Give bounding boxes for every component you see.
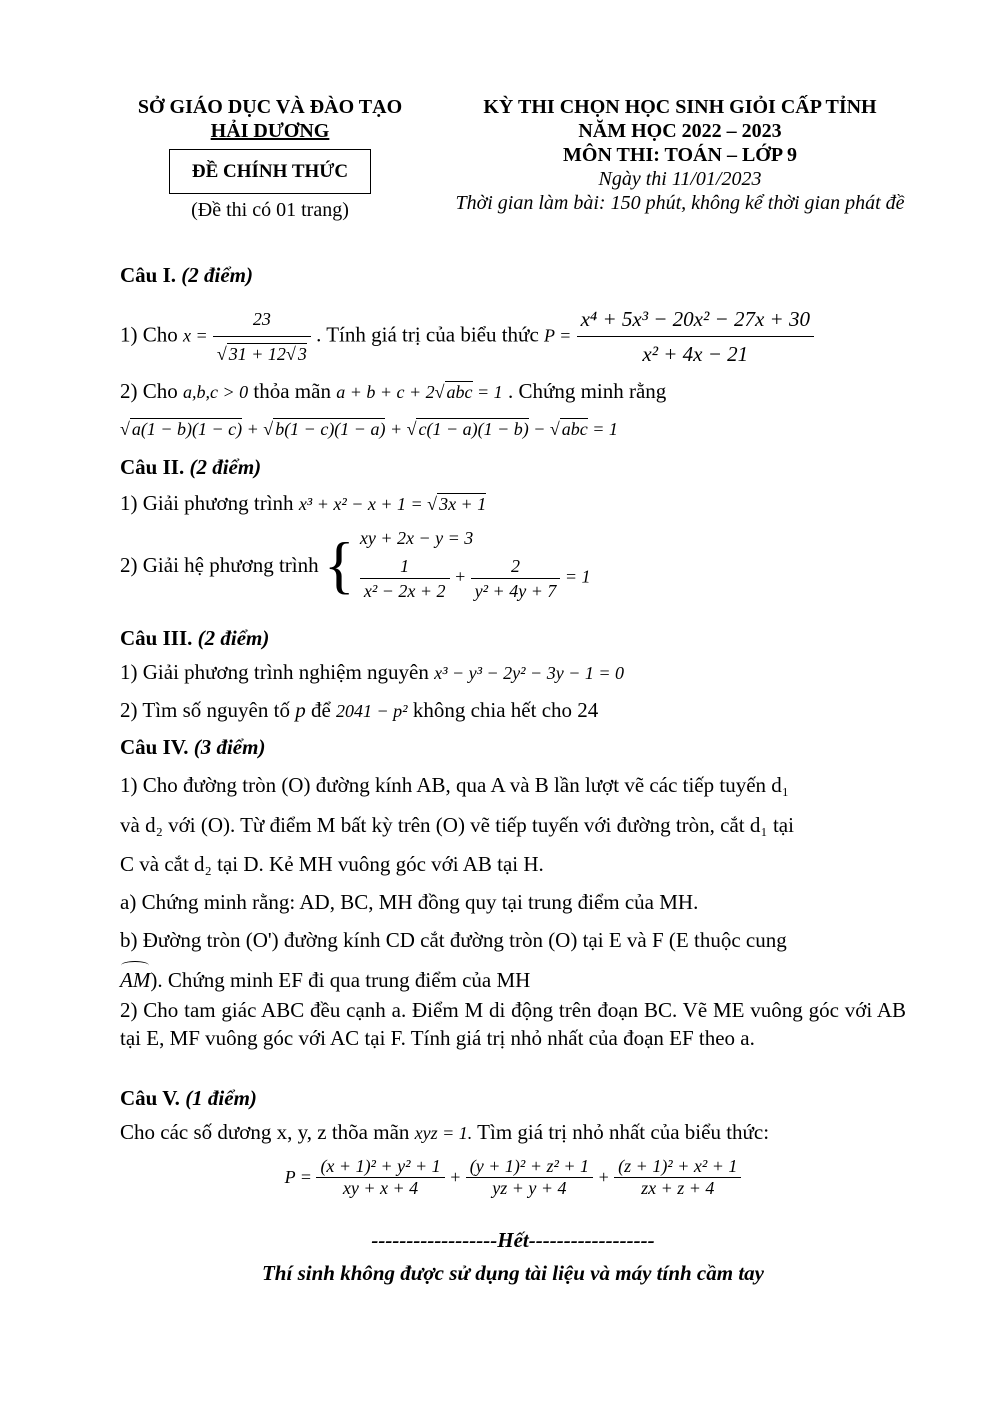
x-fraction: $\frac{23}{√ 31 + 12√ 3}$ [213, 302, 311, 371]
exam-title: KỲ THI CHỌN HỌC SINH GIỎI CẤP TỈNH [483, 96, 877, 118]
q2-heading: Câu II. (2 điểm) [120, 455, 262, 479]
header-right [440, 95, 920, 215]
province-name: HẢI DƯƠNG [210, 120, 330, 142]
exam-date: Ngày thi 11/01/2023 [598, 168, 762, 190]
q1-heading: Câu I. (2 điểm) [120, 263, 254, 287]
header [110, 95, 910, 230]
q4-line2: và d₂ với (O). Từ điểm M bất kỳ trên (O) vẽ tiếp tuyến với đường tròn, cắt d₁ tại [120, 813, 794, 837]
q4-line4: a) Chứng minh rằng: AD, BC, MH đồng quy tại trung điểm của MH. [120, 890, 699, 914]
P-fraction: $\frac{\text{x⁴ + 5x³ − 20x² − 27x + 30}}{\text{x² + 4x − 21}}$ [577, 302, 814, 371]
q4-line3: C và cắt d₂ tại D. Kẻ MH vuông góc với AB tại H. [120, 852, 544, 876]
q4-line5: b) Đường tròn (O') đường kính CD cắt đường tròn (O) tại E và F (E thuộc cung [120, 928, 787, 952]
footer-note: Thí sinh không được sử dụng tài liệu và máy tính cầm tay [261, 1261, 764, 1285]
q1-part2: 2) Cho a,b,c > 0 thỏa mãn a + b + c + 2√ abc = 1 . Chứng minh rằng [120, 379, 667, 403]
pages-note: (Đề thi có 01 trang) [191, 199, 349, 221]
q2-part1: 1) Giải phương trình x³ + x² − x + 1 = √ 3x + 1 [120, 491, 487, 515]
department-name: SỞ GIÁO DỤC VÀ ĐÀO TẠO [137, 96, 403, 118]
q5-intro: Cho các số dương x, y, z thõa mãn xyz = 1. Tìm giá trị nhỏ nhất của biểu thức: [120, 1120, 770, 1144]
end-marker: ------------------Hết------------------ [371, 1228, 655, 1252]
q5-heading: Câu V. (1 điểm) [120, 1086, 257, 1110]
q4-line6: AM). Chứng minh EF đi qua trung điểm của MH [120, 963, 530, 993]
x-lhs: x = [183, 325, 208, 346]
P-lhs: P = [544, 325, 572, 346]
q3-part2: 2) Tìm số nguyên tố p để 2041 − p² không chia hết cho 24 [120, 698, 599, 722]
subject: MÔN THI: TOÁN – LỚP 9 [563, 144, 797, 166]
school-year: NĂM HỌC 2022 – 2023 [578, 120, 782, 142]
q3-heading: Câu III. (2 điểm) [120, 626, 270, 650]
q1-part1: 1) Cho x = $\frac{23}{√ 31 + 12√ 3}$ . Tính giá trị của biểu thức P = $\frac{\text{x⁴ + 5x³ − 20x² − 27x + 30}}{\text{x² + 4x − 21}}$ [120, 302, 814, 371]
header-left [110, 95, 430, 222]
official-stamp-box: ĐỀ CHÍNH THỨC [169, 149, 371, 194]
q1-identity: √ a(1 − b)(1 − c) + √ b(1 − c)(1 − a) + √ c(1 − a)(1 − b) − √ abc = 1 [120, 419, 618, 439]
q4-heading: Câu IV. (3 điểm) [120, 735, 266, 759]
arc-am: AM [120, 963, 150, 993]
q3-part1: 1) Giải phương trình nghiệm nguyên x³ − y³ − 2y² − 3y − 1 = 0 [120, 660, 624, 684]
q5-expression: P = $\frac{\text{(x + 1)² + y² + 1}}{xy + x + 4}$ + $\frac{\text{(y + 1)² + z² + 1}}{yz + y + 4}$ + $\frac{\text{(z + 1)² + x² + 1}}{zx + z + 4}$ [120, 1156, 906, 1199]
equation-system: xy + 2x − y = 3 $\frac{1}{\text{x² − 2x + 2}}$ + $\frac{2}{\text{y² + 4y + 7}}$ = 1 [359, 528, 591, 601]
system-brace: { [323, 528, 355, 600]
q4-line1: 1) Cho đường tròn (O) đường kính AB, qua A và B lần lượt vẽ các tiếp tuyến d₁ [120, 773, 790, 797]
q4-part2: 2) Cho tam giác ABC đều cạnh a. Điểm M di động trên đoạn BC. Vẽ ME vuông góc với AB tại E, MF vuông góc với AC tại F. Tính giá trị nhỏ nhất của đoạn EF theo a. [120, 998, 906, 1050]
exam-time: Thời gian làm bài: 150 phút, không kể thời gian phát đề [455, 192, 905, 214]
q2-part2: 2) Giải hệ phương trình { xy + 2x − y = 3 $\frac{1}{\text{x² − 2x + 2}}$ + $\frac{2}{\text{y² + 4y + 7}}$ = 1 [120, 528, 591, 601]
